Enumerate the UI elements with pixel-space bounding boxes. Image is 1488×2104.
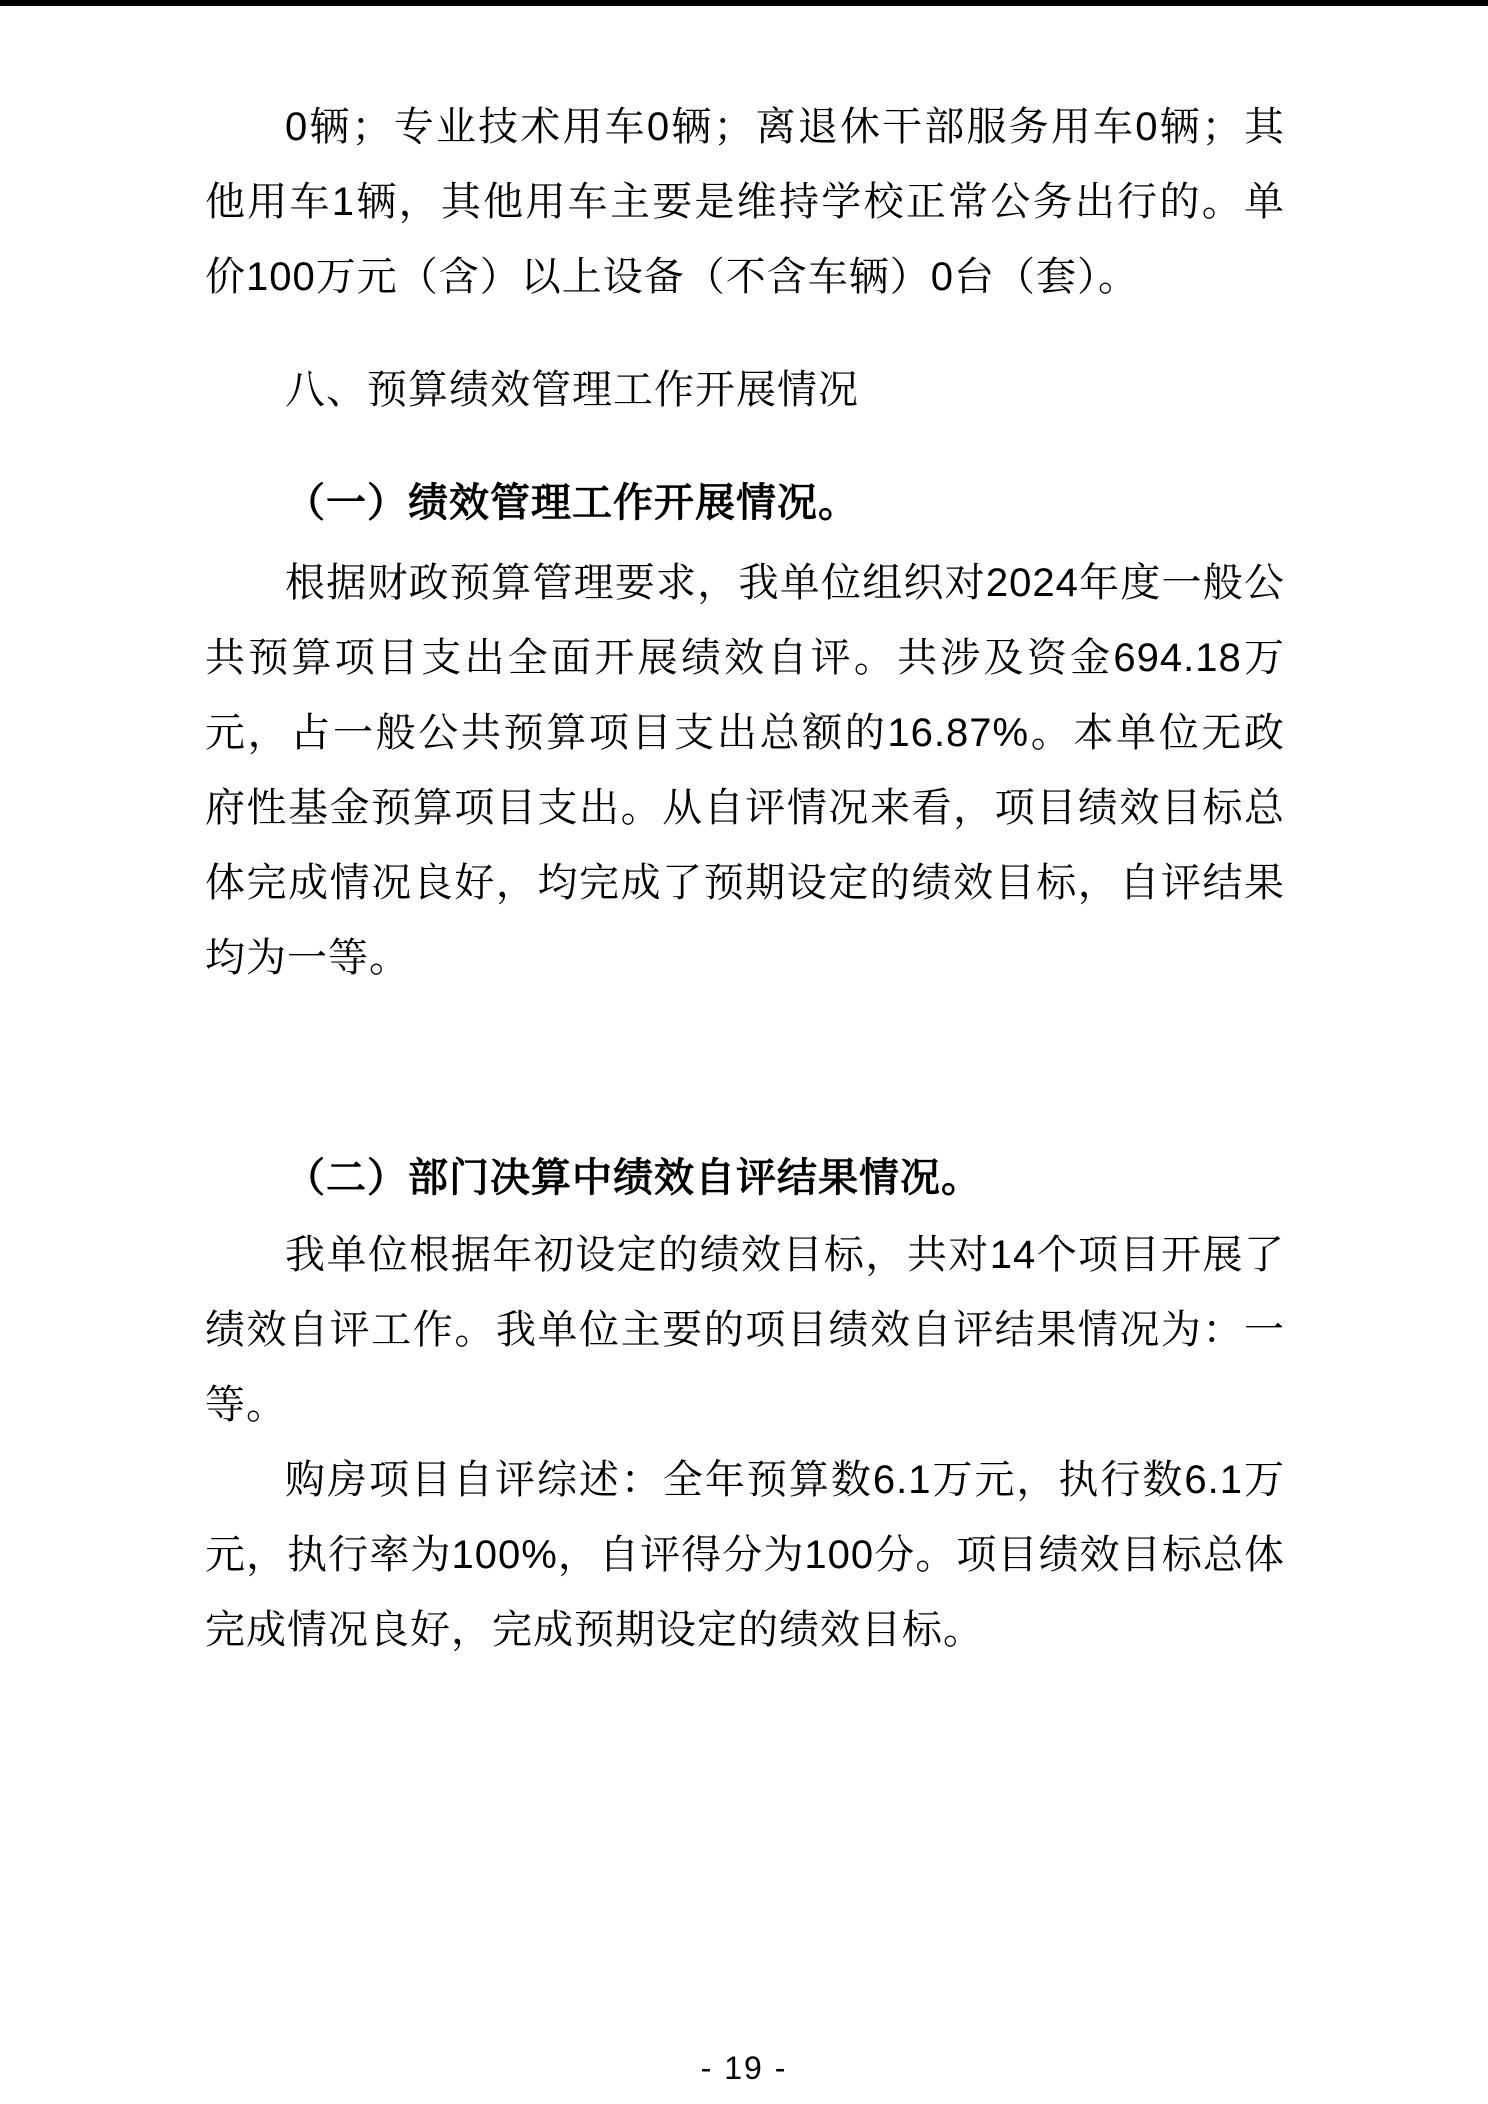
paragraph-vehicle-counts: 0辆；专业技术用车0辆；离退休干部服务用车0辆；其他用车1辆，其他用车主要是维持学校正常公务出行的。单价100万元（含）以上设备（不含车辆）0台（套）。 [205, 105, 1285, 299]
paragraph-performance-self-evaluation: 根据财政预算管理要求，我单位组织对2024年度一般公共预算项目支出全面开展绩效自评。共涉及资金694.18万元，占一般公共预算项目支出总额的16.87%。本单位无政府性基金预算项目支出。从自评情况来看，项目绩效目标总体完成情况良好，均完成了预期设定的绩效目标，自评结果均为一等。 [205, 561, 1285, 980]
section-heading-8: 八、预算绩效管理工作开展情况 [285, 368, 859, 412]
subsection-heading-1: （一）绩效管理工作开展情况。 [285, 481, 859, 525]
page-number: - 19 - [700, 2050, 788, 2086]
subsection-heading-2: （二）部门决算中绩效自评结果情况。 [285, 1156, 982, 1200]
document-body [205, 0, 1285, 1668]
paragraph-self-evaluation-results: 我单位根据年初设定的绩效目标，共对14个项目开展了绩效自评工作。我单位主要的项目绩效自评结果情况为：一等。 [205, 1233, 1285, 1427]
paragraph-housing-project-summary: 购房项目自评综述：全年预算数6.1万元，执行数6.1万元，执行率为100%，自评得分为100分。项目绩效目标总体完成情况良好，完成预期设定的绩效目标。 [205, 1458, 1285, 1652]
